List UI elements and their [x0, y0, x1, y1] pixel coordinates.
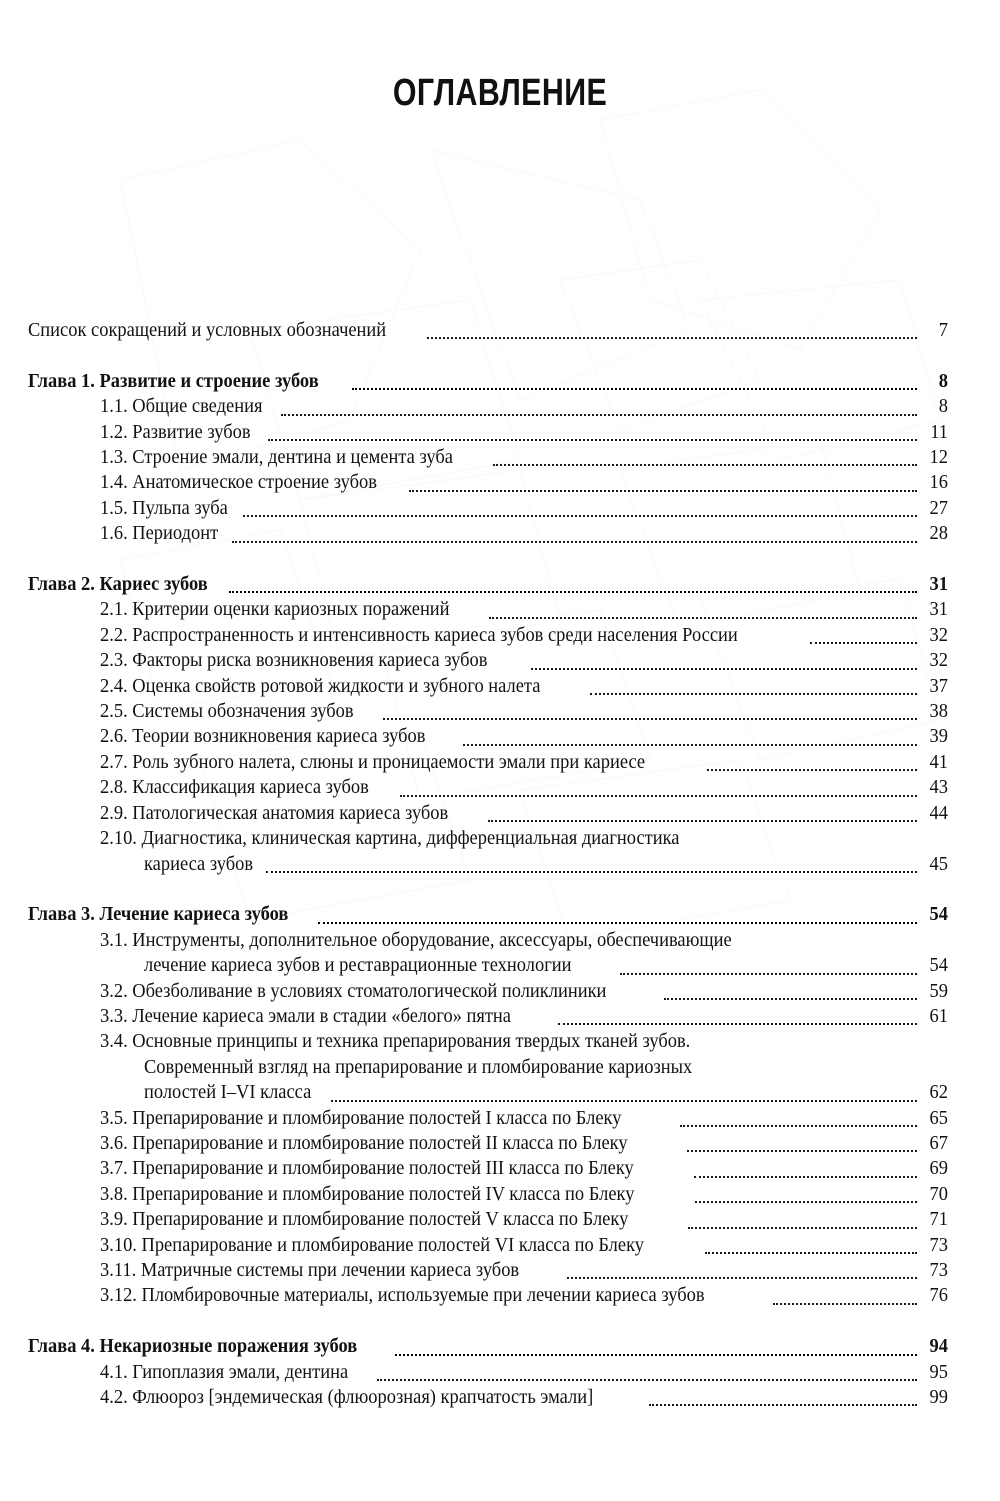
dot-leader — [531, 667, 917, 670]
toc-section-2-2[interactable] — [100, 623, 948, 648]
toc-section-2-5[interactable] — [100, 699, 948, 724]
dot-leader — [705, 1251, 917, 1254]
dot-leader — [664, 997, 917, 1000]
toc-section-page: 27 — [929, 496, 948, 519]
toc-chapter-4[interactable] — [28, 1334, 948, 1359]
dot-leader — [229, 590, 917, 593]
toc-section-label: 2.2. Распространенность и интенсивность кариеса зубов среди населения России — [100, 623, 738, 646]
toc-section-label: 1.1. Общие сведения — [100, 395, 263, 418]
toc-entry-page: 7 — [938, 319, 948, 341]
toc-section-page: 11 — [930, 420, 948, 443]
toc-section-label: 3.12. Пломбировочные материалы, используемые при лечении кариеса зубов — [100, 1284, 705, 1307]
toc-section-label: 3.4. Основные принципы и техника препарирования твердых тканей зубов. — [100, 1030, 691, 1053]
dot-leader — [707, 768, 917, 771]
toc-section-2-7[interactable] — [100, 750, 948, 775]
dot-leader — [687, 1149, 917, 1152]
toc-chapter-2[interactable] — [28, 572, 948, 597]
toc-section-page: 32 — [929, 623, 948, 646]
toc-section-label: 2.9. Патологическая анатомия кариеса зубов — [100, 801, 449, 824]
dot-leader — [395, 1353, 917, 1356]
toc-section-label: 4.2. Флюороз [эндемическая (флюорозная) крапчатость эмали] — [100, 1386, 594, 1408]
toc-section-label: 2.8. Классификация кариеса зубов — [100, 776, 369, 799]
dot-leader — [680, 1124, 917, 1127]
dot-leader — [409, 489, 917, 492]
toc-section-label: 3.10. Препарирование и пломбирование полостей VI класса по Блеку — [100, 1233, 645, 1256]
toc-section-2-8[interactable] — [100, 775, 948, 800]
toc-section-label: 2.6. Теории возникновения кариеса зубов — [100, 725, 426, 748]
dot-leader — [810, 641, 917, 644]
dot-leader — [493, 463, 917, 466]
dot-leader — [427, 336, 917, 339]
dot-leader — [268, 438, 917, 441]
toc-section-3-4-continuation-2[interactable] — [144, 1080, 948, 1105]
toc-section-3-2[interactable] — [100, 979, 948, 1004]
spacer — [28, 877, 948, 902]
toc-section-label: 3.6. Препарирование и пломбирование полостей II класса по Блеку — [100, 1131, 628, 1154]
toc-section-label: 3.11. Матричные системы при лечении кариеса зубов — [100, 1258, 520, 1281]
toc-section-label: 2.3. Факторы риска возникновения кариеса зубов — [100, 649, 488, 672]
toc-section-3-1[interactable] — [100, 928, 948, 953]
dot-leader — [232, 540, 917, 543]
toc-section-3-4-continuation-1[interactable] — [144, 1055, 948, 1080]
toc-section-label: 2.10. Диагностика, клиническая картина, дифференциальная диагностика — [100, 827, 680, 850]
toc-chapter-label: Глава 3. Лечение кариеса зубов — [28, 903, 289, 926]
toc-section-2-3[interactable] — [100, 648, 948, 673]
toc-section-page: 71 — [929, 1208, 948, 1231]
toc-section-page: 39 — [929, 725, 948, 748]
toc-section-page: 61 — [929, 1004, 948, 1027]
toc-chapter-label: Глава 2. Кариес зубов — [28, 573, 208, 596]
toc-entry-front-matter[interactable] — [28, 318, 948, 343]
dot-leader — [383, 717, 917, 720]
toc-chapter-label: Глава 4. Некариозные поражения зубов — [28, 1335, 358, 1358]
dot-leader — [558, 1022, 917, 1025]
toc-section-3-4[interactable] — [100, 1029, 948, 1054]
toc-entry-label: Список сокращений и условных обозначений — [28, 319, 387, 341]
toc-section-4-1[interactable] — [100, 1360, 948, 1385]
spacer — [28, 547, 948, 572]
toc-section-label: 1.6. Периодонт — [100, 522, 219, 545]
dot-leader — [243, 514, 917, 517]
toc-section-2-1[interactable] — [100, 597, 948, 622]
toc-section-1-2[interactable] — [100, 420, 948, 445]
toc-section-page: 31 — [929, 598, 948, 621]
toc-section-4-2[interactable] — [100, 1385, 948, 1410]
toc-section-page: 12 — [929, 446, 948, 469]
toc-section-page: 37 — [929, 674, 948, 697]
table-of-contents — [28, 318, 948, 1410]
dot-leader — [318, 921, 917, 924]
toc-section-label-continued: полостей I–VI класса — [144, 1081, 312, 1104]
dot-leader — [281, 413, 917, 416]
toc-chapter-1[interactable] — [28, 369, 948, 394]
toc-section-3-10[interactable] — [100, 1233, 948, 1258]
toc-section-label-continued: Современный взгляд на препарирование и пломбирование кариозных — [144, 1055, 693, 1078]
dot-leader — [488, 819, 917, 822]
toc-section-3-1-continuation[interactable] — [144, 953, 948, 978]
toc-section-2-9[interactable] — [100, 801, 948, 826]
toc-section-label: 2.4. Оценка свойств ротовой жидкости и зубного налета — [100, 674, 541, 697]
toc-section-3-12[interactable] — [100, 1283, 948, 1308]
toc-section-2-10-continuation[interactable] — [144, 852, 948, 877]
dot-leader — [331, 1099, 917, 1102]
toc-section-3-5[interactable] — [100, 1106, 948, 1131]
dot-leader — [694, 1175, 917, 1178]
toc-section-3-7[interactable] — [100, 1156, 948, 1181]
toc-section-3-3[interactable] — [100, 1004, 948, 1029]
dot-leader — [688, 1226, 917, 1229]
toc-section-label: 3.7. Препарирование и пломбирование полостей III класса по Блеку — [100, 1157, 634, 1180]
dot-leader — [266, 870, 917, 873]
toc-section-page: 45 — [929, 852, 948, 875]
toc-section-label: 1.3. Строение эмали, дентина и цемента зуба — [100, 446, 453, 469]
toc-section-3-9[interactable] — [100, 1207, 948, 1232]
toc-section-label: 1.4. Анатомическое строение зубов — [100, 471, 377, 494]
toc-chapter-page: 94 — [929, 1335, 948, 1358]
toc-section-page: 41 — [929, 750, 948, 773]
toc-section-label: 1.2. Развитие зубов — [100, 420, 251, 443]
toc-section-page: 32 — [929, 649, 948, 672]
toc-section-label: 3.1. Инструменты, дополнительное оборудование, аксессуары, обеспечивающие — [100, 928, 732, 951]
toc-section-page: 95 — [929, 1360, 948, 1383]
dot-leader — [649, 1403, 917, 1406]
toc-section-page: 76 — [929, 1284, 948, 1307]
toc-section-page: 16 — [929, 471, 948, 494]
toc-section-page: 54 — [929, 954, 948, 977]
toc-section-label: 4.1. Гипоплазия эмали, дентина — [100, 1360, 349, 1383]
toc-section-1-3[interactable] — [100, 445, 948, 470]
toc-section-2-6[interactable] — [100, 724, 948, 749]
toc-section-label: 2.7. Роль зубного налета, слюны и проницаемости эмали при кариесе — [100, 750, 646, 773]
toc-chapter-3[interactable] — [28, 902, 948, 927]
toc-section-1-1[interactable] — [100, 394, 948, 419]
toc-section-page: 43 — [929, 776, 948, 799]
dot-leader — [695, 1200, 917, 1203]
toc-section-1-4[interactable] — [100, 470, 948, 495]
page-title: ОГЛАВЛЕНИЕ — [392, 72, 608, 114]
toc-section-page: 99 — [929, 1386, 948, 1408]
toc-section-page: 28 — [929, 522, 948, 545]
toc-section-page: 62 — [929, 1081, 948, 1104]
dot-leader — [400, 794, 917, 797]
dot-leader — [377, 1378, 917, 1381]
toc-section-label-continued: кариеса зубов — [144, 852, 254, 875]
dot-leader — [620, 972, 917, 975]
dot-leader — [352, 387, 917, 390]
spacer — [28, 1309, 948, 1334]
dot-leader — [567, 1276, 917, 1279]
toc-section-3-11[interactable] — [100, 1258, 948, 1283]
toc-section-3-8[interactable] — [100, 1182, 948, 1207]
toc-section-page: 38 — [929, 700, 948, 723]
toc-chapter-page: 31 — [929, 573, 948, 596]
toc-chapter-label: Глава 1. Развитие и строение зубов — [28, 369, 319, 392]
toc-chapter-page: 54 — [929, 903, 948, 926]
toc-section-page: 73 — [929, 1233, 948, 1256]
toc-section-label: 1.5. Пульпа зуба — [100, 496, 228, 519]
toc-section-3-6[interactable] — [100, 1131, 948, 1156]
toc-section-page: 73 — [929, 1258, 948, 1281]
dot-leader — [773, 1302, 917, 1305]
dot-leader — [463, 743, 917, 746]
toc-section-2-10[interactable] — [100, 826, 948, 851]
toc-section-label-continued: лечение кариеса зубов и реставрационные технологии — [144, 954, 572, 977]
toc-section-label: 3.8. Препарирование и пломбирование полостей IV класса по Блеку — [100, 1182, 635, 1205]
spacer — [28, 343, 948, 368]
toc-section-2-4[interactable] — [100, 674, 948, 699]
toc-section-label: 3.5. Препарирование и пломбирование полостей I класса по Блеку — [100, 1106, 622, 1129]
dot-leader — [590, 692, 917, 695]
toc-chapter-page: 8 — [938, 369, 948, 392]
toc-section-1-6[interactable] — [100, 521, 948, 546]
toc-section-label: 3.2. Обезболивание в условиях стоматологической поликлиники — [100, 979, 607, 1002]
toc-section-page: 44 — [929, 801, 948, 824]
toc-section-page: 69 — [929, 1157, 948, 1180]
dot-leader — [489, 616, 917, 619]
toc-section-page: 65 — [929, 1106, 948, 1129]
toc-section-page: 67 — [929, 1131, 948, 1154]
toc-section-label: 3.3. Лечение кариеса эмали в стадии «белого» пятна — [100, 1004, 511, 1027]
toc-section-label: 3.9. Препарирование и пломбирование полостей V класса по Блеку — [100, 1208, 629, 1231]
toc-section-label: 2.1. Критерии оценки кариозных поражений — [100, 598, 450, 621]
toc-section-page: 8 — [938, 395, 948, 418]
toc-section-page: 70 — [929, 1182, 948, 1205]
toc-section-label: 2.5. Системы обозначения зубов — [100, 700, 354, 723]
toc-section-page: 59 — [929, 979, 948, 1002]
toc-section-1-5[interactable] — [100, 496, 948, 521]
